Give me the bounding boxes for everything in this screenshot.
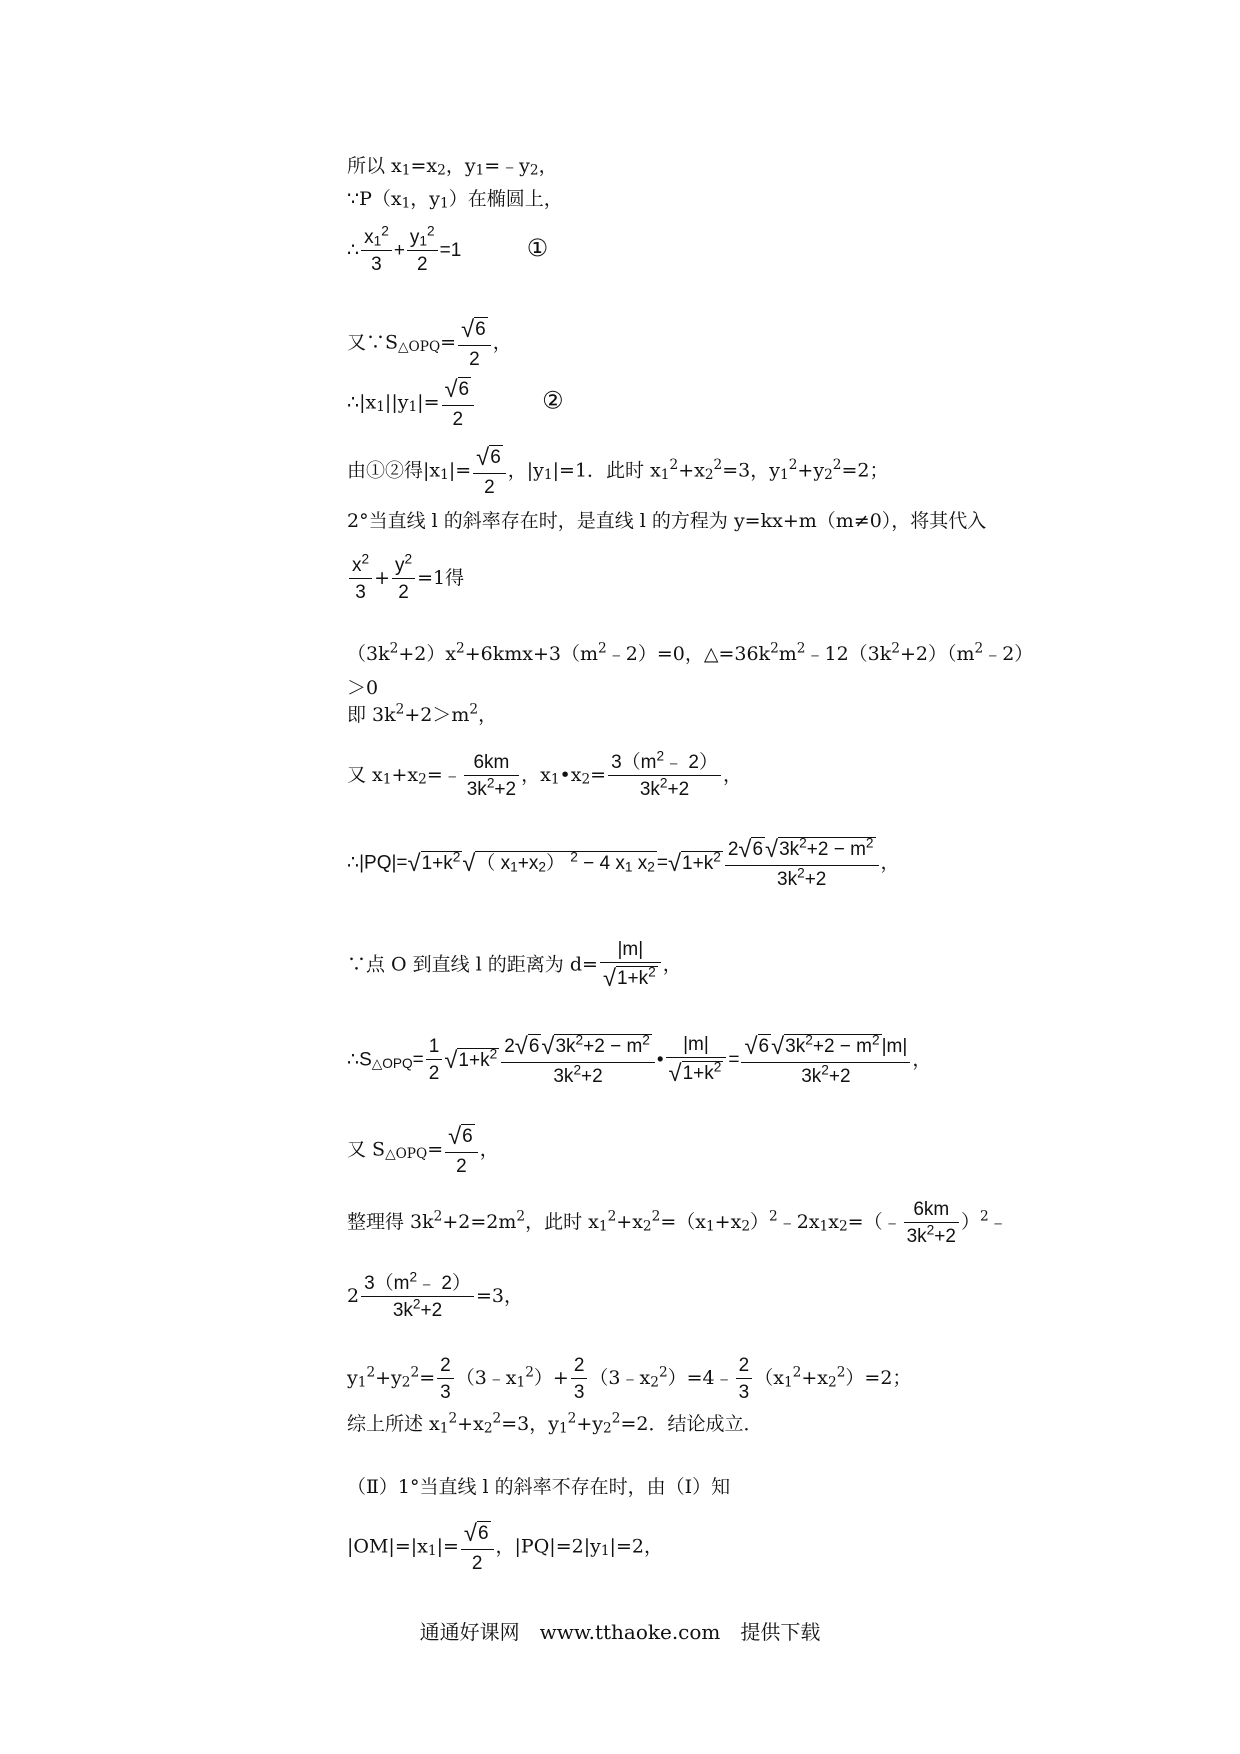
equation-area: $\therefore S_{\triangle OPQ}=$ $\frac{1}{2}$ $√1+k^2$ $\frac{2√6√3k^2+2 - m^2}{3k^2+2}$ • $\frac{|m|}{√1+k^2}$ = $\frac{√6√3k^2+2 - m^2 |m|}{3k^2+2}$ ， <box>347 1032 932 1087</box>
text-line: （Ⅱ）1°当直线 l 的斜率不存在时，由（Ⅰ）知 <box>347 1476 731 1498</box>
text-line: $\therefore|x_1||y_1|=$ $\frac{√6}{2}$ ② <box>347 376 564 430</box>
text-line: 所以 $x_1=x_2$，$y_1=﹣y_2$， <box>347 155 558 179</box>
page-footer: 通通好课网 www.tthaoke.com 提供下载 <box>419 1620 821 1644</box>
text-line: 即 $3k^2+2>m^2$， <box>347 701 498 726</box>
equation-chord-length: $\therefore|PQ|=√1+k^2√$（ $x_1+x_2$） $^2$ − 4 $x_1$ $x_2 =√1+k^2$ $\frac{2√6√3k^2+2 - m^2}{3k^2+2}$ ， <box>347 835 900 890</box>
text-line: 又$\because S_{\triangle OPQ}=$ $\frac{√6}{2}$ ， <box>347 316 512 370</box>
text-line: 综上所述 $x_1^2+x_2^2=3$，$y_1^2+y_2^2=2$．结论成立． <box>347 1410 763 1437</box>
text-line: $\because P(x_1$，$y_1$）在椭圆上， <box>347 188 563 212</box>
text-line: 由①②得$|x_1|=$ $\frac{√6}{2}$ ，$|y_1|=1$．此时 $x_1^2+x_2^2=3$，$y_1^2+y_2^2=2$； <box>347 444 889 498</box>
text-line: $y_1^2+y_2^2=$ $\frac{2}{3}$ $(3﹣x_1^2)+$ $\frac{2}{3}$ $(3﹣x_2^2)=4﹣$ $\frac{2}{3}$ $(x_1^2+x_2^2)=2$； <box>347 1355 912 1403</box>
text-line: 2°当直线 l 的斜率存在时，是直线 l 的方程为 y=kx+m（m≠0），将其代入 <box>347 510 987 532</box>
equation-vieta: 又 $x_1+x_2=﹣$ $\frac{6km}{3k^2+2}$ ，$x_1•x_2=$ $\frac{3(m^2﹣ 2)}{3k^2+2}$ ， <box>347 748 742 800</box>
text-line: 2 $\frac{3(m^2﹣ 2)}{3k^2+2}$ =3， <box>347 1269 523 1321</box>
text-line: 整理得 $3k^2+2=2m^2$，此时 $x_1^2+x_2^2=(x_1+x_2)^2﹣2x_1x_2=(﹣$ $\frac{6km}{3k^2+2}$ ）$^2$﹣ <box>347 1199 1008 1247</box>
text-line: ∵点 O 到直线 l 的距离为 d= $\frac{|m|}{√1+k^2}$ ， <box>347 939 682 992</box>
text-line: 又 $S_{\triangle OPQ}=$ $\frac{√6}{2}$ ， <box>347 1123 499 1177</box>
text-line: $(3k^2+2)x^2+6kmx+3(m^2﹣2)=0$，$\triangle=36k^2m^2﹣12(3k^2+2)(m^2﹣2)>0$ <box>347 640 1034 699</box>
equation-ellipse-point: ∴ $\frac{x_1^2}{3}$ + $\frac{y_1^2}{2}$ =1 ① <box>347 223 549 275</box>
equation-ellipse: $\frac{x^2}{3}$ + $\frac{y^2}{2}$ =1得 <box>347 556 464 602</box>
text-line: $|OM|=|x_1|=$ $\frac{√6}{2}$ ，$|PQ|=2|y_1|=2$， <box>347 1520 663 1574</box>
